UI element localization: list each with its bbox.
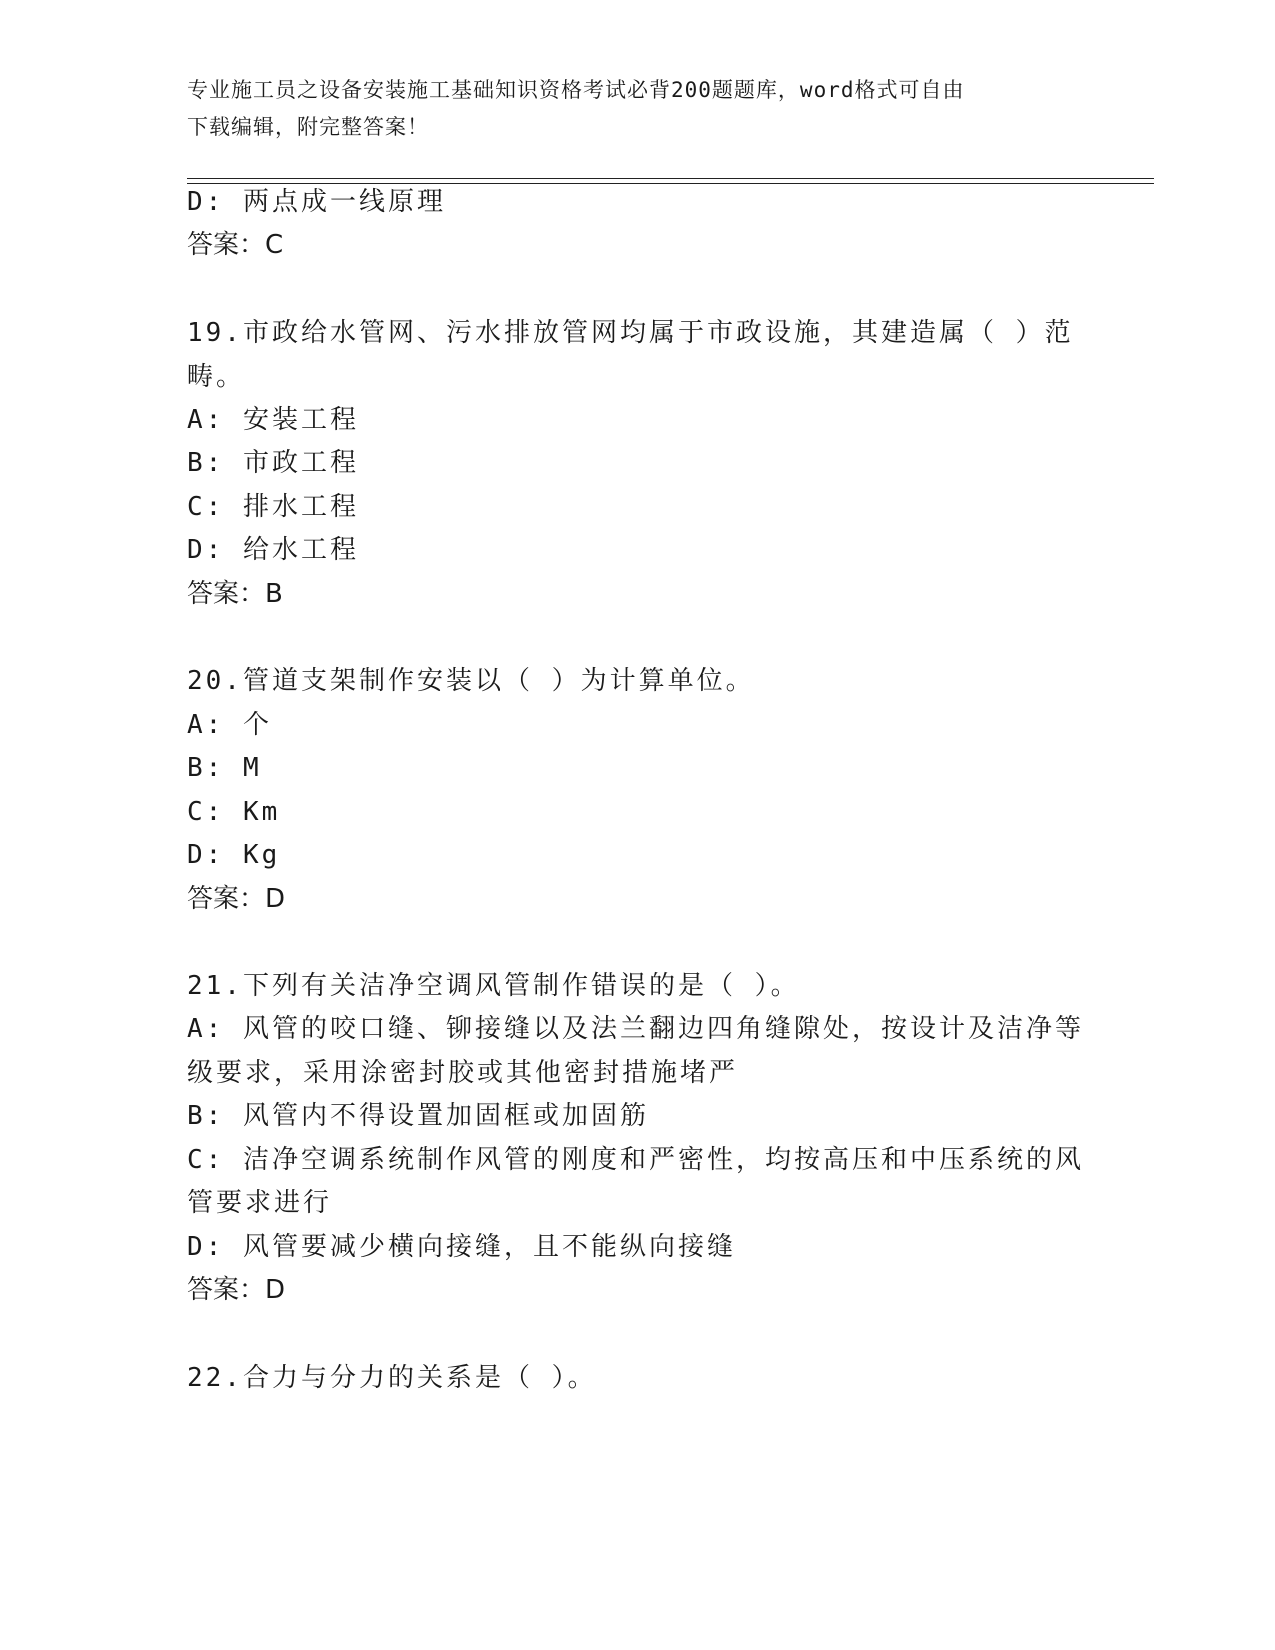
q21-stem: 21.下列有关洁净空调风管制作错误的是（ ）。 xyxy=(187,971,800,1001)
q20-option-b: B: M xyxy=(187,753,262,783)
q22-stem: 22.合力与分力的关系是（ ）。 xyxy=(187,1363,597,1393)
q20-option-c: C: Km xyxy=(187,797,281,827)
q19-stem-line-2: 畴。 xyxy=(187,362,246,392)
q19-stem-line-1: 19.市政给水管网、污水排放管网均属于市政设施，其建造属（ ）范 xyxy=(187,318,1074,348)
q20-option-a: A: 个 xyxy=(187,710,272,740)
q18-answer: 答案：C xyxy=(187,230,284,260)
q19-option-d: D: 给水工程 xyxy=(187,535,359,565)
q21-option-c-line-2: 管要求进行 xyxy=(187,1188,333,1218)
header-title-line-2: 下载编辑，附完整答案！ xyxy=(187,115,429,139)
header-divider-bottom xyxy=(187,183,1154,184)
q21-option-c-line-1: C: 洁净空调系统制作风管的刚度和严密性，均按高压和中压系统的风 xyxy=(187,1145,1084,1175)
q20-option-d: D: Kg xyxy=(187,840,281,870)
q21-option-b: B: 风管内不得设置加固框或加固筋 xyxy=(187,1101,649,1131)
q21-option-a-line-2: 级要求，采用涂密封胶或其他密封措施堵严 xyxy=(187,1058,739,1088)
q19-answer: 答案：B xyxy=(187,579,283,609)
q19-option-b: B: 市政工程 xyxy=(187,448,359,478)
header-divider-top xyxy=(187,178,1154,179)
header-title-line-1: 专业施工员之设备安装施工基础知识资格考试必背200题题库，word格式可自由 xyxy=(187,78,965,102)
q21-option-d: D: 风管要减少横向接缝，且不能纵向接缝 xyxy=(187,1232,736,1262)
q21-option-a-line-1: A: 风管的咬口缝、铆接缝以及法兰翻边四角缝隙处，按设计及洁净等 xyxy=(187,1014,1084,1044)
document-header xyxy=(187,72,1087,146)
q20-answer: 答案：D xyxy=(187,884,286,914)
q21-answer: 答案：D xyxy=(187,1275,286,1305)
q20-stem: 20.管道支架制作安装以（ ）为计算单位。 xyxy=(187,666,755,696)
q19-option-c: C: 排水工程 xyxy=(187,492,359,522)
q19-option-a: A: 安装工程 xyxy=(187,405,359,435)
q18-option-d: D: 两点成一线原理 xyxy=(187,187,446,217)
